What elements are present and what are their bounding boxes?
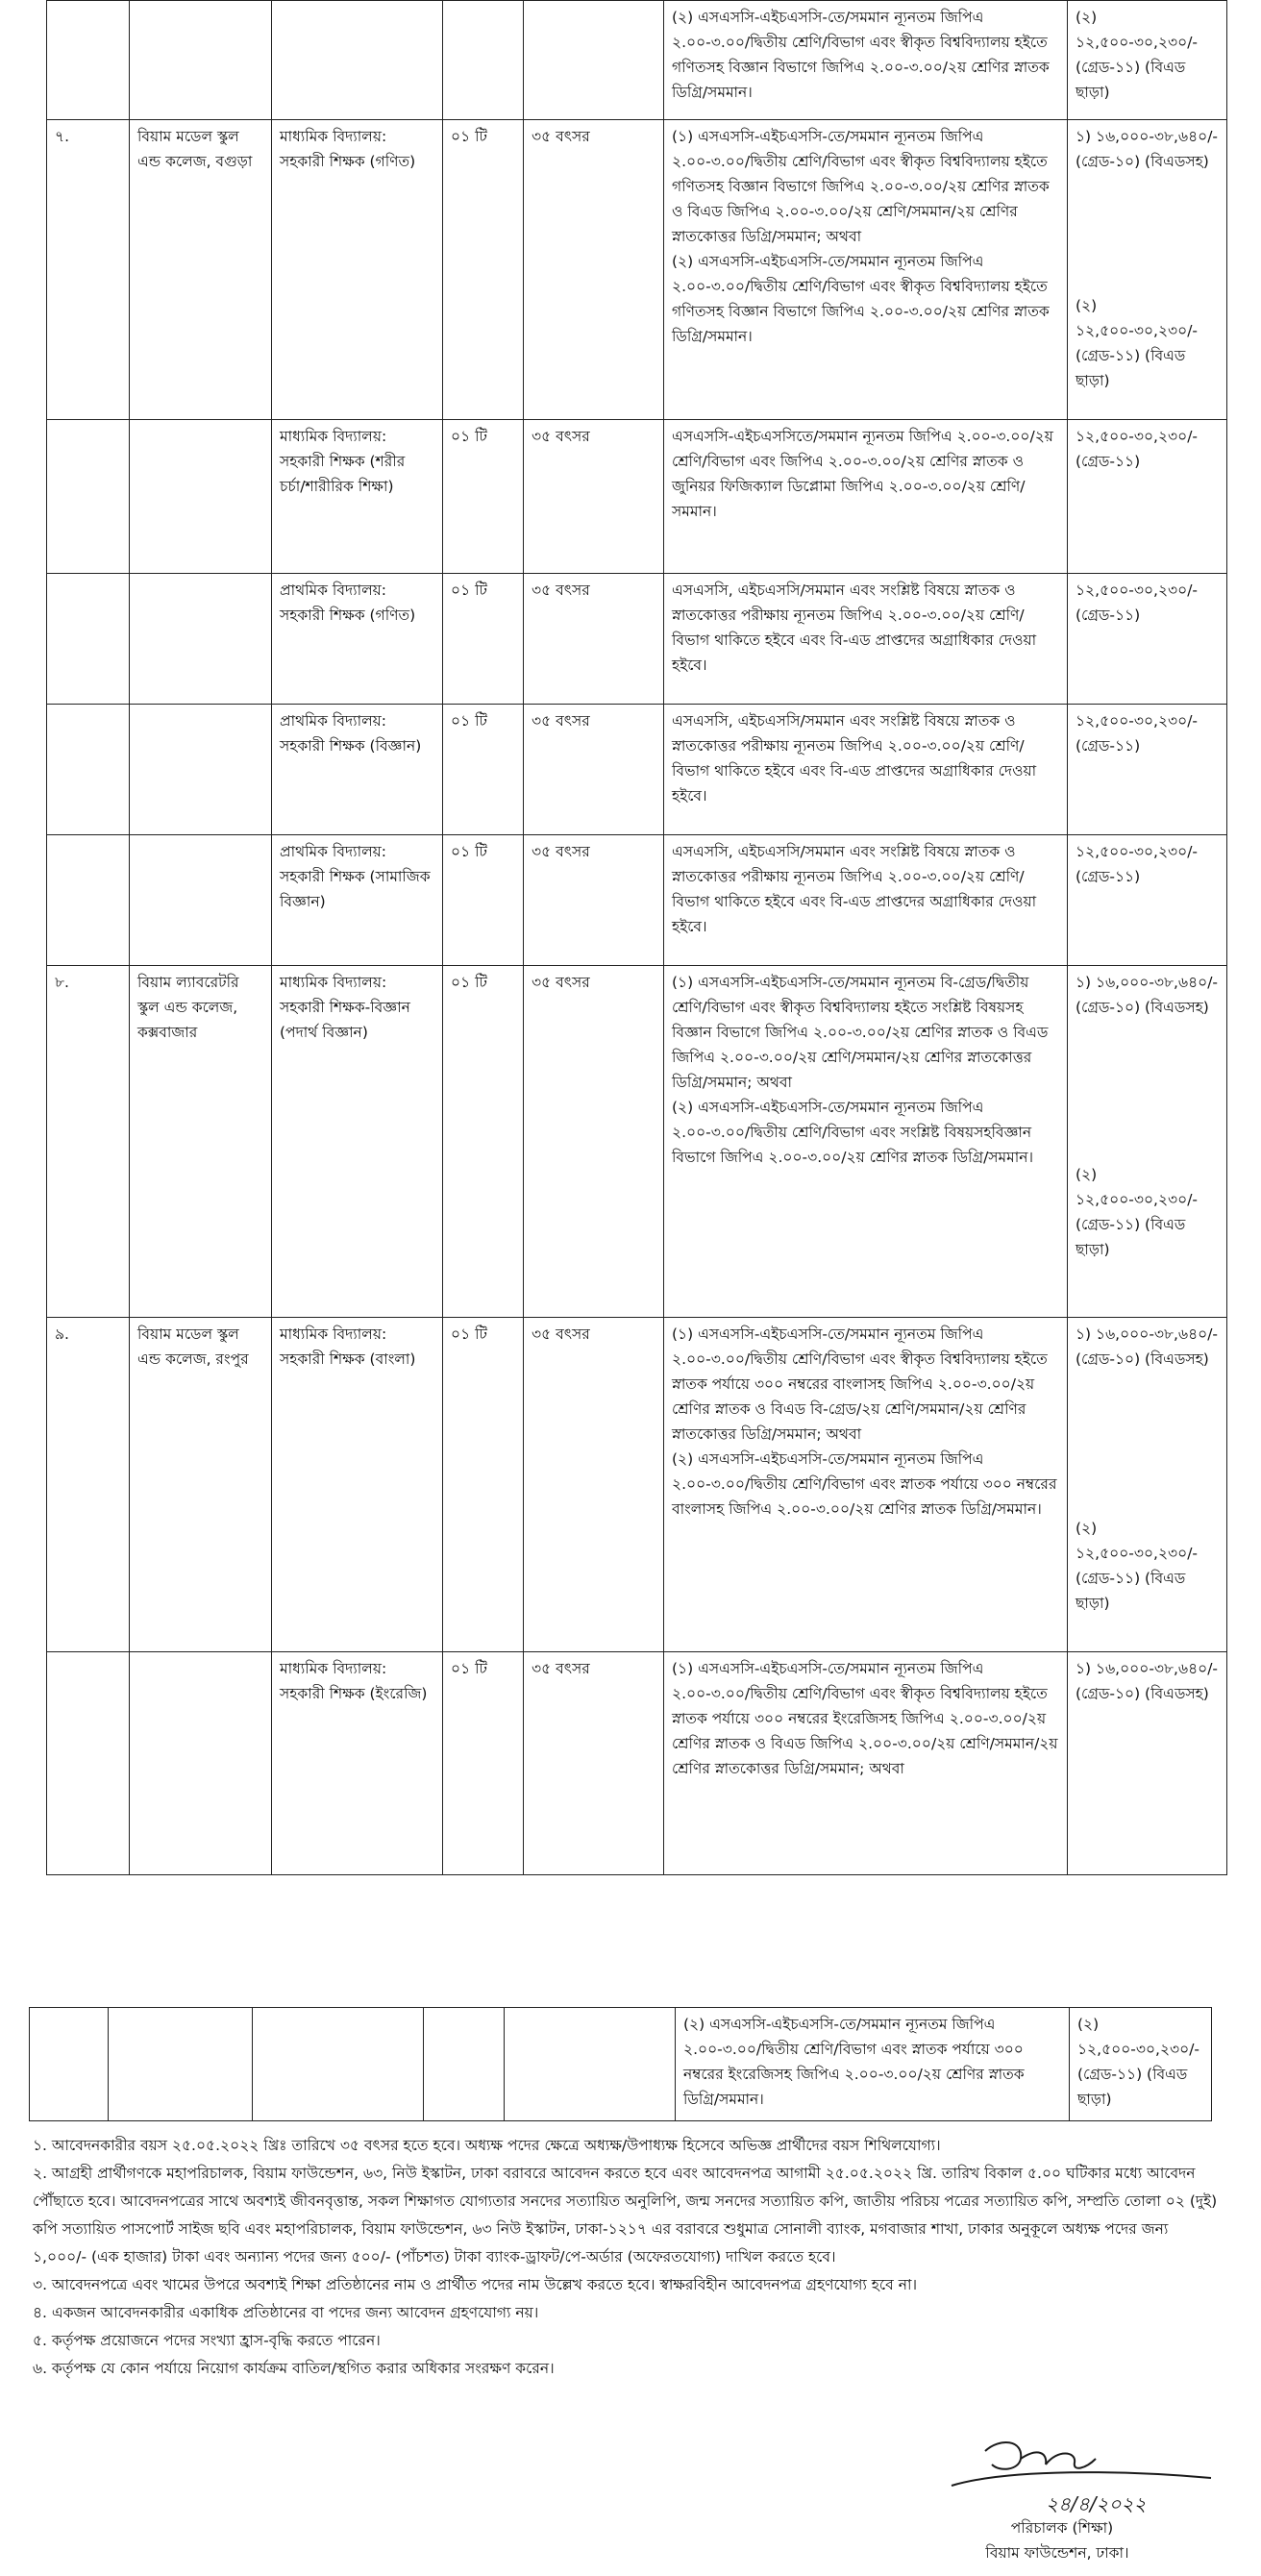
qualification-text: (১) এসএসসি-এইচএসসি-তে/সমমান ন্যূনতম জিপিএ ২.০০-৩.০০/দ্বিতীয় শ্রেণি/বিভাগ এবং স্বীকৃত বিশ্ববিদ্যালয় হইতে স্নাতক পর্যায়ে ৩০০ নম্বরের ইংরেজিসহ জিপিএ ২.০০-৩.০০/২য় শ্রেণির স্নাতক ও বিএড জিপিএ ২.০০-৩.০০/২য় শ্রেণি/সমমান/২য় শ্রেণির স্নাতকোত্তর ডিগ্রি/সমমান; অথবা [672,1660,1058,1777]
institution-cell [130,835,272,966]
age-cell [505,2008,676,2121]
age-cell [524,1,664,120]
age-cell: ৩৫ বৎসর [524,120,664,420]
table-row [47,120,1227,420]
qualification-text: এসএসসি-এইচএসসিতে/সমমান ন্যূনতম জিপিএ ২.০০-৩.০০/২য় শ্রেণি/বিভাগ এবং জিপিএ ২.০০-৩.০০/২য় শ্রেণির স্নাতক ও জুনিয়র ফিজিক্যাল ডিপ্লোমা জিপিএ ২.০০-৩.০০/২য় শ্রেণি/সমমান। [672,428,1053,520]
qualification-text: (২) এসএসসি-এইচএসসি-তে/সমমান ন্যূনতম জিপিএ ২.০০-৩.০০/দ্বিতীয় শ্রেণি/বিভাগ এবং স্বীকৃত বিশ্ববিদ্যালয় হইতে গণিতসহ বিজ্ঞান বিভাগে জিপিএ ২.০০-৩.০০/২য় শ্রেণির স্নাতক ডিগ্রি/সমমান। [672,9,1050,101]
institution-cell: বিয়াম ল্যাবরেটরি স্কুল এন্ড কলেজ, কক্সবাজার [130,966,272,1318]
note-item: ৫. কর্তৃপক্ষ প্রয়োজনে পদের সংখ্যা হ্রাস-বৃদ্ধি করতে পারেন। [33,2332,381,2349]
pay-scale-text: ১) ১৬,০০০-৩৮,৬৪০/- (গ্রেড-১০) (বিএডসহ) [1076,1660,1219,1702]
post-cell: মাধ্যমিক বিদ্যালয়: সহকারী শিক্ষক (গণিত) [272,120,443,420]
pay-scale-text: ১) ১৬,০০০-৩৮,৬৪০/- (গ্রেড-১০) (বিএডসহ) [1076,1325,1219,1368]
post-cell: মাধ্যমিক বিদ্যালয়: সহকারী শিক্ষক-বিজ্ঞান (পদার্থ বিজ্ঞান) [272,966,443,1318]
count-cell: ০১ টি [443,1652,524,1875]
post-cell: প্রাথমিক বিদ্যালয়: সহকারী শিক্ষক (গণিত) [272,574,443,705]
qualification-text: এসএসসি, এইচএসসি/সমমান এবং সংশ্লিষ্ট বিষয়ে স্নাতক ও স্নাতকোত্তর পরীক্ষায় ন্যূনতম জিপিএ ২.০০-৩.০০/২য় শ্রেণি/বিভাগ থাকিতে হইবে এবং বি-এড প্রাপ্তদের অগ্রাধিকার দেওয়া হইবে। [672,582,1037,674]
sl-cell [47,1,130,120]
qualification-cell [664,1652,1068,1875]
age-cell: ৩৫ বৎসর [524,705,664,835]
count-cell: ০১ টি [443,835,524,966]
qualification-cell [664,574,1068,705]
signature-date: ২৪/৪/২০২২ [1046,2492,1147,2515]
continuation-table [29,2007,1212,2121]
qualification-text: (১) এসএসসি-এইচএসসি-তে/সমমান ন্যূনতম জিপিএ ২.০০-৩.০০/দ্বিতীয় শ্রেণি/বিভাগ এবং স্বীকৃত বিশ্ববিদ্যালয় হইতে গণিতসহ বিজ্ঞান বিভাগে জিপিএ ২.০০-৩.০০/২য় শ্রেণির স্নাতক ও বিএড জিপিএ ২.০০-৩.০০/২য় শ্রেণি/সমমান/২য় শ্রেণির স্নাতকোত্তর ডিগ্রি/সমমান; অথবা [672,128,1050,245]
note-item: ৩. আবেদনপত্রে এবং খামের উপরে অবশ্যই শিক্ষা প্রতিষ্ঠানের নাম ও প্রার্থীত পদের নাম উল্লেখ করতে হবে। স্বাক্ষরবিহীন আবেদনপত্র গ্রহণযোগ্য হবে না। [33,2276,917,2293]
qualification-text: (২) এসএসসি-এইচএসসি-তে/সমমান ন্যূনতম জিপিএ ২.০০-৩.০০/দ্বিতীয় শ্রেণি/বিভাগ এবং স্বীকৃত বিশ্ববিদ্যালয় হইতে গণিতসহ বিজ্ঞান বিভাগে জিপিএ ২.০০-৩.০০/২য় শ্রেণির স্নাতক ডিগ্রি/সমমান। [672,253,1050,345]
sl-cell [47,420,130,574]
qualification-cell [664,1,1068,120]
note-item: ৬. কর্তৃপক্ষ যে কোন পর্যায়ে নিয়োগ কার্যক্রম বাতিল/স্থগিত করার অধিকার সংরক্ষণ করেন। [33,2360,555,2377]
pay-scale-cell [1068,705,1227,835]
pay-scale-text: ১) ১৬,০০০-৩৮,৬৪০/- (গ্রেড-১০) (বিএডসহ) [1076,128,1219,170]
pay-scale-cell [1068,120,1227,420]
post-cell: প্রাথমিক বিদ্যালয়: সহকারী শিক্ষক (বিজ্ঞান) [272,705,443,835]
qualification-cell [664,966,1068,1318]
count-cell: ০১ টি [443,420,524,574]
age-cell: ৩৫ বৎসর [524,1652,664,1875]
table-row [47,705,1227,835]
pay-scale-text: ১২,৫০০-৩০,২৩০/- (গ্রেড-১১) [1076,428,1199,470]
sl-cell: ৭. [47,120,130,420]
qualification-text: (১) এসএসসি-এইচএসসি-তে/সমমান ন্যূনতম জিপিএ ২.০০-৩.০০/দ্বিতীয় শ্রেণি/বিভাগ এবং স্বীকৃত বিশ্ববিদ্যালয় হইতে স্নাতক পর্যায়ে ৩০০ নম্বরের বাংলাসহ জিপিএ ২.০০-৩.০০/২য় শ্রেণির স্নাতক ও বিএড বি-গ্রেড/২য় শ্রেণি/সমমান/২য় শ্রেণির স্নাতকোত্তর ডিগ্রি/সমমান; অথবা [672,1325,1048,1443]
table-row [47,1,1227,120]
qualification-text: (১) এসএসসি-এইচএসসি-তে/সমমান ন্যূনতম বি-গ্রেড/দ্বিতীয় শ্রেণি/বিভাগ এবং স্বীকৃত বিশ্ববিদ্যালয় হইতে সংশ্লিষ্ট বিষয়সহ বিজ্ঞান বিভাগে জিপিএ ২.০০-৩.০০/২য় শ্রেণির স্নাতক ও বিএড জিপিএ ২.০০-৩.০০/২য় শ্রেণি/সমমান/২য় শ্রেণির স্নাতকোত্তর ডিগ্রি/সমমান; অথবা [672,974,1049,1091]
pay-scale-cell: (২) ১২,৫০০-৩০,২৩০/- (গ্রেড-১১) (বিএড ছাড়া) [1070,2008,1212,2121]
count-cell: ০১ টি [443,705,524,835]
signatory-title: পরিচালক (শিক্ষা) [1010,2519,1114,2537]
recruitment-table-page [46,0,1226,1875]
institution-cell [130,420,272,574]
table-row [47,1318,1227,1652]
qualification-cell [664,120,1068,420]
qualification-cell [664,705,1068,835]
qualification-text: (২) এসএসসি-এইচএসসি-তে/সমমান ন্যূনতম জিপিএ ২.০০-৩.০০/দ্বিতীয় শ্রেণি/বিভাগ এবং সংশ্লিষ্ট বিষয়সহবিজ্ঞান বিভাগে জিপিএ ২.০০-৩.০০/২য় শ্রেণির স্নাতক ডিগ্রি/সমমান। [672,1099,1034,1166]
count-cell: ০১ টি [443,574,524,705]
age-cell: ৩৫ বৎসর [524,574,664,705]
institution-cell [130,574,272,705]
institution-cell: বিয়াম মডেল স্কুল এন্ড কলেজ, বগুড়া [130,120,272,420]
sl-cell [47,1652,130,1875]
pay-scale-cell [1068,420,1227,574]
qualification-text: (২) এসএসসি-এইচএসসি-তে/সমমান ন্যূনতম জিপিএ ২.০০-৩.০০/দ্বিতীয় শ্রেণি/বিভাগ এবং স্নাতক পর্যায়ে ৩০০ নম্বরের বাংলাসহ জিপিএ ২.০০-৩.০০/২য় শ্রেণির স্নাতক ডিগ্রি/সমমান। [672,1450,1057,1518]
qualification-text: এসএসসি, এইচএসসি/সমমান এবং সংশ্লিষ্ট বিষয়ে স্নাতক ও স্নাতকোত্তর পরীক্ষায় ন্যূনতম জিপিএ ২.০০-৩.০০/২য় শ্রেণি/বিভাগ থাকিতে হইবে এবং বি-এড প্রাপ্তদের অগ্রাধিকার দেওয়া হইবে। [672,712,1037,805]
pay-scale-cell [1068,1318,1227,1652]
pay-scale-text: ১২,৫০০-৩০,২৩০/- (গ্রেড-১১) [1076,712,1199,755]
age-cell: ৩৫ বৎসর [524,966,664,1318]
table-row [47,835,1227,966]
signatory-organization: বিয়াম ফাউন্ডেশন, ঢাকা। [985,2544,1129,2562]
sl-cell [47,835,130,966]
pay-scale-cell [1068,835,1227,966]
pay-scale-cell [1068,1652,1227,1875]
post-cell: মাধ্যমিক বিদ্যালয়: সহকারী শিক্ষক (ইংরেজি) [272,1652,443,1875]
institution-cell [130,1,272,120]
note-item: ২. আগ্রহী প্রার্থীগণকে মহাপরিচালক, বিয়াম ফাউন্ডেশন, ৬৩, নিউ ইস্কাটন, ঢাকা বরাবরে আবেদন করতে হবে এবং আবেদনপত্র আগামী ২৫.০৫.২০২২ খ্রি. তারিখ বিকাল ৫.০০ ঘটিকার মধ্যে আবেদন পৌঁছাতে হবে। আবেদনপত্রের সাথে অবশ্যই জীবনবৃত্তান্ত, সকল শিক্ষাগত যোগ্যতার সনদের সত্যায়িত অনুলিপি, জন্ম সনদের সত্যায়িত কপি, জাতীয় পরিচয় পত্রের সত্যায়িত কপি, সম্প্রতি তোলা ০২ (দুই) কপি সত্যায়িত পাসপোর্ট সাইজ ছবি এবং মহাপরিচালক, বিয়াম ফাউন্ডেশন, ৬৩ নিউ ইস্কাটন, ঢাকা-১২১৭ এর বরাবরে শুধুমাত্র সোনালী ব্যাংক, মগবাজার শাখা, ঢাকার অনুকূলে অধ্যক্ষ পদের জন্য ১,০০০/- (এক হাজার) টাকা এবং অন্যান্য পদের জন্য ৫০০/- (পাঁচশত) টাকা ব্যাংক-ড্রাফট/পে-অর্ডার (অফেরতযোগ্য) দাখিল করতে হবে। [33,2165,1218,2266]
pay-scale-cell [1068,574,1227,705]
institution-cell: বিয়াম মডেল স্কুল এন্ড কলেজ, রংপুর [130,1318,272,1652]
post-cell [272,1,443,120]
count-cell [424,2008,505,2121]
count-cell [443,1,524,120]
table-row [47,574,1227,705]
job-table [46,0,1227,1875]
count-cell: ০১ টি [443,1318,524,1652]
table-row [47,420,1227,574]
sl-cell [30,2008,109,2121]
sl-cell: ৮. [47,966,130,1318]
age-cell: ৩৫ বৎসর [524,835,664,966]
qualification-cell: (২) এসএসসি-এইচএসসি-তে/সমমান ন্যূনতম জিপিএ ২.০০-৩.০০/দ্বিতীয় শ্রেণি/বিভাগ এবং স্নাতক পর্যায়ে ৩০০ নম্বরের ইংরেজিসহ জিপিএ ২.০০-৩.০০/২য় শ্রেণির স্নাতক ডিগ্রি/সমমান। [676,2008,1070,2121]
notes-section [33,2132,1224,2383]
institution-cell [109,2008,253,2121]
age-cell: ৩৫ বৎসর [524,420,664,574]
table-row [47,966,1227,1318]
qualification-cell [664,1318,1068,1652]
post-cell: প্রাথমিক বিদ্যালয়: সহকারী শিক্ষক (সামাজিক বিজ্ঞান) [272,835,443,966]
post-cell: মাধ্যমিক বিদ্যালয়: সহকারী শিক্ষক (বাংলা) [272,1318,443,1652]
qualification-cell [664,835,1068,966]
table-row [47,1652,1227,1875]
age-cell: ৩৫ বৎসর [524,1318,664,1652]
institution-cell [130,1652,272,1875]
post-cell: মাধ্যমিক বিদ্যালয়: সহকারী শিক্ষক (শরীর চর্চা/শারীরিক শিক্ষা) [272,420,443,574]
pay-scale-text: (২) ১২,৫০০-৩০,২৩০/- (গ্রেড-১১) (বিএড ছাড়া) [1076,9,1199,101]
pay-scale-cell [1068,1,1227,120]
sl-cell [47,574,130,705]
pay-scale-text: ১) ১৬,০০০-৩৮,৬৪০/- (গ্রেড-১০) (বিএডসহ) [1076,974,1219,1016]
note-item: ৪. একজন আবেদনকারীর একাধিক প্রতিষ্ঠানের বা পদের জন্য আবেদন গ্রহণযোগ্য নয়। [33,2304,539,2321]
pay-scale-text: (২) ১২,৫০০-৩০,২৩০/- (গ্রেড-১১) (বিএড ছাড়া) [1076,1166,1199,1258]
signature-image [932,2430,1221,2526]
pay-scale-text: (২) ১২,৫০০-৩০,২৩০/- (গ্রেড-১১) (বিএড ছাড়া) [1076,297,1199,389]
pay-scale-text: ১২,৫০০-৩০,২৩০/- (গ্রেড-১১) [1076,582,1199,624]
note-item: ১. আবেদনকারীর বয়স ২৫.০৫.২০২২ খ্রিঃ তারিখে ৩৫ বৎসর হতে হবে। অধ্যক্ষ পদের ক্ষেত্রে অধ্যক্ষ/উপাধ্যক্ষ হিসেবে অভিজ্ঞ প্রার্থীদের বয়স শিথিলযোগ্য। [33,2137,941,2154]
sl-cell [47,705,130,835]
count-cell: ০১ টি [443,966,524,1318]
pay-scale-cell [1068,966,1227,1318]
sl-cell: ৯. [47,1318,130,1652]
count-cell: ০১ টি [443,120,524,420]
pay-scale-text: (২) ১২,৫০০-৩০,২৩০/- (গ্রেড-১১) (বিএড ছাড়া) [1076,1520,1199,1612]
table-row [30,2008,1212,2121]
qualification-text: এসএসসি, এইচএসসি/সমমান এবং সংশ্লিষ্ট বিষয়ে স্নাতক ও স্নাতকোত্তর পরীক্ষায় ন্যূনতম জিপিএ ২.০০-৩.০০/২য় শ্রেণি/বিভাগ থাকিতে হইবে এবং বি-এড প্রাপ্তদের অগ্রাধিকার দেওয়া হইবে। [672,843,1037,935]
pay-scale-text: ১২,৫০০-৩০,২৩০/- (গ্রেড-১১) [1076,843,1199,885]
institution-cell [130,705,272,835]
post-cell [253,2008,424,2121]
qualification-cell [664,420,1068,574]
